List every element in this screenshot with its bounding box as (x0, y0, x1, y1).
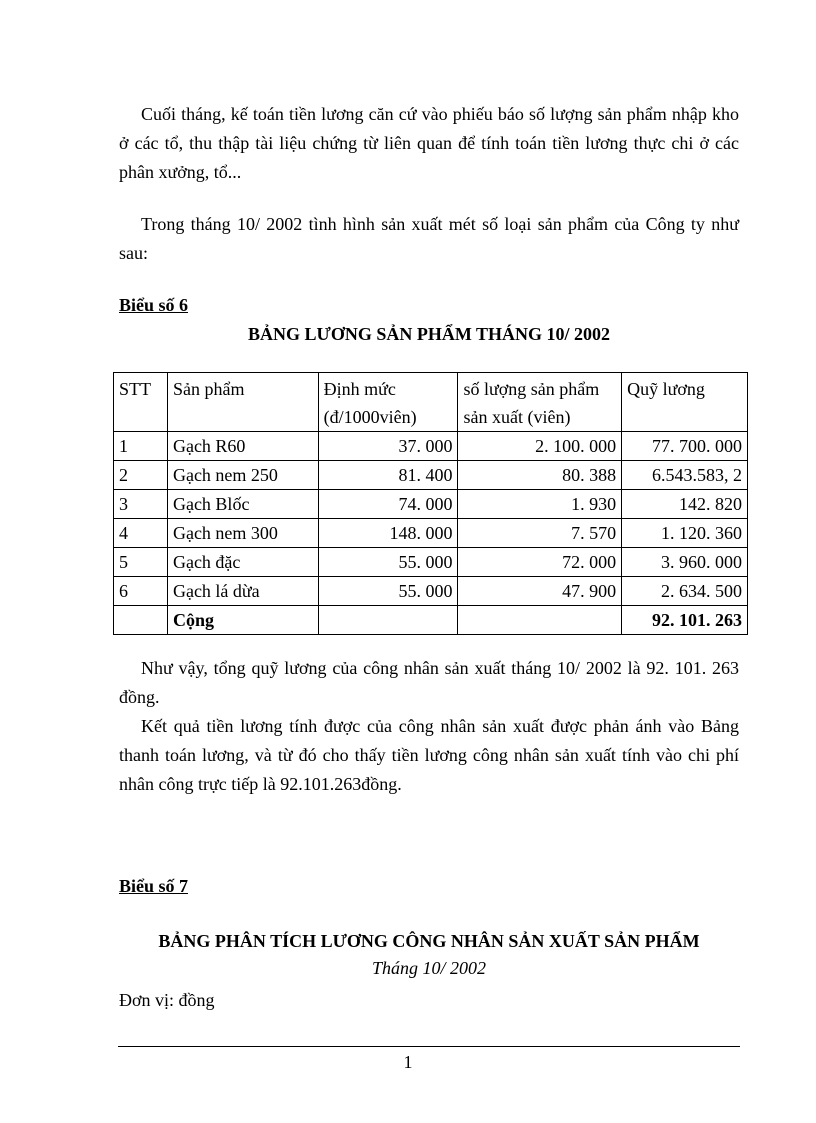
header-stt: STT (114, 373, 168, 432)
table-header-row (114, 373, 748, 432)
cell-so-luong: 2. 100. 000 (458, 432, 622, 461)
cell-so-luong: 47. 900 (458, 577, 622, 606)
cell-total-quy-luong: 92. 101. 263 (622, 606, 748, 635)
bieu-7-label: Biểu số 7 (119, 876, 189, 896)
header-so-luong: số lượng sản phẩm sản xuất (viên) (458, 373, 622, 432)
unit-label: Đơn vị: đồng (119, 990, 215, 1010)
table-row (114, 461, 748, 490)
table-row (114, 519, 748, 548)
cell-san-pham: Gạch R60 (167, 432, 318, 461)
bieu-6-title: BẢNG LƯƠNG SẢN PHẨM THÁNG 10/ 2002 (247, 324, 610, 344)
cell-dinh-muc: 55. 000 (318, 548, 458, 577)
cell-total-label: Cộng (167, 606, 318, 635)
page-number: 1 (403, 1052, 413, 1072)
cell-quy-luong: 77. 700. 000 (622, 432, 748, 461)
cell-stt: 5 (114, 548, 168, 577)
table-total-row (114, 606, 748, 635)
bieu-7-subtitle: Tháng 10/ 2002 (371, 958, 486, 978)
cell-dinh-muc: 37. 000 (318, 432, 458, 461)
table-row (114, 490, 748, 519)
table-row (114, 548, 748, 577)
paragraph-total-salary: Như vậy, tổng quỹ lương của công nhân sản xuất tháng 10/ 2002 là 92. 101. 263 đồng. (119, 658, 739, 707)
cell-san-pham: Gạch nem 300 (167, 519, 318, 548)
cell-dinh-muc: 81. 400 (318, 461, 458, 490)
cell-san-pham: Gạch Blốc (167, 490, 318, 519)
cell-stt: 1 (114, 432, 168, 461)
header-quy-luong: Quỹ lương (622, 373, 748, 432)
cell-stt: 3 (114, 490, 168, 519)
cell-total-so-luong (458, 606, 622, 635)
cell-dinh-muc: 74. 000 (318, 490, 458, 519)
cell-quy-luong: 142. 820 (622, 490, 748, 519)
cell-stt: 2 (114, 461, 168, 490)
bieu-6-label: Biểu số 6 (119, 295, 189, 315)
cell-quy-luong: 2. 634. 500 (622, 577, 748, 606)
header-san-pham: Sản phẩm (167, 373, 318, 432)
cell-so-luong: 7. 570 (458, 519, 622, 548)
paragraph-production: Trong tháng 10/ 2002 tình hình sản xuất mét số loại sản phẩm của Công ty như sau: (119, 214, 739, 263)
cell-dinh-muc: 148. 000 (318, 519, 458, 548)
bieu-7-title: BẢNG PHÂN TÍCH LƯƠNG CÔNG NHÂN SẢN XUẤT SẢN PHẨM (158, 931, 700, 951)
cell-quy-luong: 1. 120. 360 (622, 519, 748, 548)
cell-total-dinh-muc (318, 606, 458, 635)
cell-quy-luong: 3. 960. 000 (622, 548, 748, 577)
paragraph-result: Kết quả tiền lương tính được của công nhân sản xuất được phản ánh vào Bảng thanh toán lương, và từ đó cho thấy tiền lương công nhân sản xuất tính vào chi phí nhân công trực tiếp là 92.101.263đồng. (119, 716, 739, 794)
cell-total-stt (114, 606, 168, 635)
footer-divider (118, 1046, 740, 1047)
cell-so-luong: 72. 000 (458, 548, 622, 577)
salary-table (113, 372, 748, 635)
cell-quy-luong: 6.543.583, 2 (622, 461, 748, 490)
cell-so-luong: 80. 388 (458, 461, 622, 490)
cell-stt: 4 (114, 519, 168, 548)
table-row (114, 432, 748, 461)
cell-san-pham: Gạch đặc (167, 548, 318, 577)
cell-san-pham: Gạch lá dừa (167, 577, 318, 606)
cell-san-pham: Gạch nem 250 (167, 461, 318, 490)
header-dinh-muc: Định mức (đ/1000viên) (318, 373, 458, 432)
cell-dinh-muc: 55. 000 (318, 577, 458, 606)
paragraph-intro: Cuối tháng, kế toán tiền lương căn cứ vào phiếu báo số lượng sản phẩm nhập kho ở các tổ, thu thập tài liệu chứng từ liên quan để tính toán tiền lương thực chi ở các phân xưởng, tổ... (119, 104, 739, 182)
cell-stt: 6 (114, 577, 168, 606)
table-row (114, 577, 748, 606)
cell-so-luong: 1. 930 (458, 490, 622, 519)
